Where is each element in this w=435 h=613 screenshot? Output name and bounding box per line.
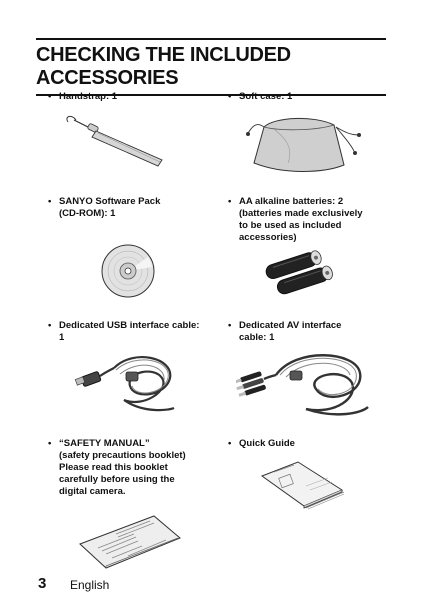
page-number: 3 (38, 575, 47, 592)
av-cable-illustration (236, 345, 376, 420)
bullet: • (48, 438, 52, 449)
bullet: • (228, 91, 232, 102)
list-item-handstrap (48, 91, 218, 103)
item-text: “SAFETY MANUAL” (safety precautions booklet) Please read this booklet carefully before using the digital camera. (59, 438, 186, 497)
list-item-av-cable (228, 320, 398, 344)
list-item-safety-manual (48, 438, 223, 498)
bullet: • (228, 320, 232, 331)
bullet: • (228, 196, 232, 207)
item-text: Soft case: 1 (239, 91, 293, 102)
item-text: Quick Guide (239, 438, 295, 449)
cd-rom-illustration (100, 243, 156, 299)
list-item-batteries (228, 196, 403, 244)
bullet: • (48, 320, 52, 331)
item-text: Dedicated AV interface cable: 1 (239, 320, 342, 343)
item-text: Handstrap: 1 (59, 91, 118, 102)
list-item-soft-case (228, 91, 398, 103)
bullet: • (228, 438, 232, 449)
page-language: English (70, 578, 110, 592)
item-text: SANYO Software Pack (CD-ROM): 1 (59, 196, 161, 219)
list-item-quick-guide (228, 438, 398, 450)
handstrap-illustration (62, 112, 172, 172)
page-title: CHECKING THE INCLUDED ACCESSORIES (36, 44, 386, 96)
soft-case-illustration (244, 107, 362, 179)
bullet: • (48, 91, 52, 102)
list-item-usb-cable (48, 320, 223, 344)
bullet: • (48, 196, 52, 207)
item-text: AA alkaline batteries: 2 (batteries made exclusively to be used as included accessories) (239, 196, 363, 243)
quick-guide-illustration (258, 458, 346, 510)
list-item-software-pack (48, 196, 218, 220)
safety-manual-illustration (76, 512, 184, 570)
top-rule (36, 38, 386, 40)
item-text: Dedicated USB interface cable: 1 (59, 320, 200, 343)
usb-cable-illustration (74, 348, 184, 418)
batteries-illustration (262, 248, 340, 298)
